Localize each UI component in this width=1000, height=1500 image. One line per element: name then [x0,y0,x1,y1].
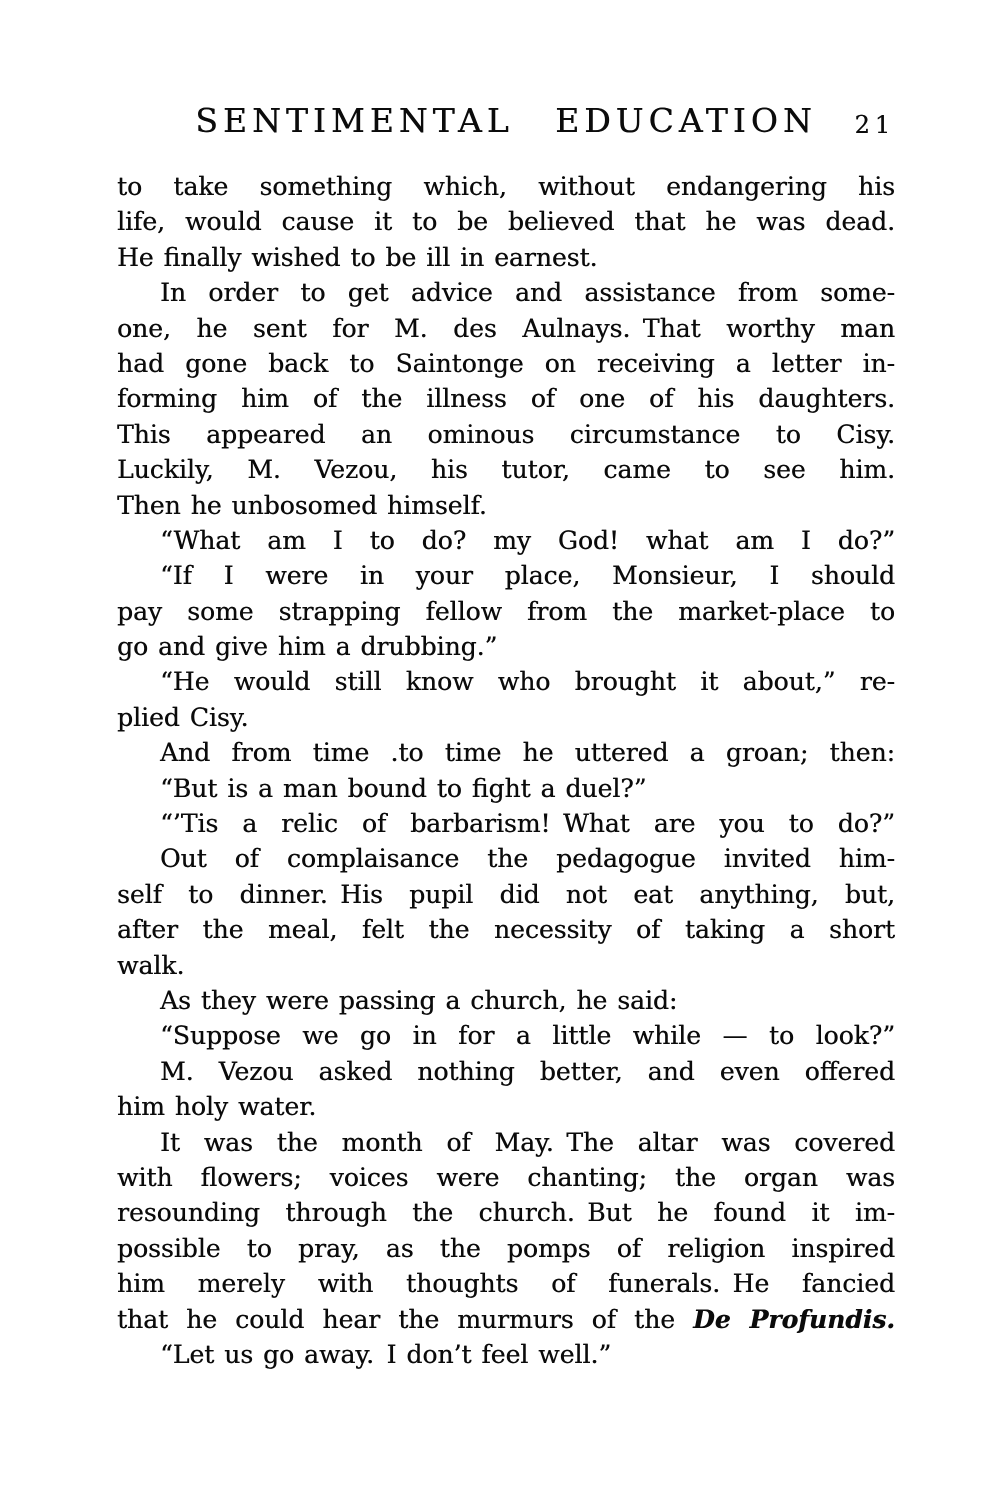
text-line [117,311,895,346]
text-segment: walk. [117,950,185,980]
text-segment: after the meal, felt the necessity of taking a short [117,915,895,945]
text-segment: “Suppose we go in for a little while — to look?” [160,1021,895,1051]
text-segment: to take something which, without endangering his [117,172,895,201]
text-segment: him merely with thoughts of funerals. He fancied [117,1269,895,1299]
text-line [117,912,895,947]
text-line [117,488,895,523]
text-line [117,1054,895,1089]
text-segment: And from time .to time he uttered a groan; then: [160,738,895,768]
text-segment: forming him of the illness of one of his daughters. [117,384,895,414]
text-segment: Out of complaisance the pedagogue invited him- [160,844,895,874]
page-number: 21 [854,111,895,139]
text-segment: that he could hear the murmurs of the [117,1304,694,1334]
text-segment: possible to pray, as the pomps of religion inspired [117,1233,895,1263]
text-segment: one, he sent for M. des Aulnays. That worthy man [117,313,895,343]
text-segment: “But is a man bound to fight a duel?” [160,773,647,803]
text-segment: He finally wished to be ill in earnest. [117,242,598,272]
text-segment: had gone back to Saintonge on receiving a letter in- [117,348,895,378]
text-segment: M. Vezou asked nothing better, and even offered [160,1056,895,1086]
text-segment: go and give him a drubbing.” [117,632,498,662]
text-segment: with flowers; voices were chanting; the organ was [117,1162,895,1192]
text-line [117,381,895,416]
text-segment: plied Cisy. [117,702,249,732]
text-segment: self to dinner. His pupil did not eat anything, but, [117,879,895,909]
text-line [117,948,895,983]
text-line [117,1302,895,1337]
text-line [117,275,895,310]
text-line [117,1018,895,1053]
text-segment: “’Tis a relic of barbarism! What are you to do?” [160,809,895,839]
italic-phrase: De Profundis. [693,1304,896,1334]
text-line [117,1231,895,1266]
text-line [117,700,895,735]
text-line [117,240,895,275]
text-segment: Then he unbosomed himself. [117,490,487,520]
text-segment: As they were passing a church, he said: [160,985,678,1015]
text-line [117,806,895,841]
text-line [117,523,895,558]
text-segment: pay some strapping fellow from the market-place to [117,596,895,626]
text-line [117,558,895,593]
page-header [117,100,895,142]
text-line [117,204,895,239]
text-line [117,771,895,806]
text-segment: “If I were in your place, Monsieur, I should [160,561,895,591]
text-segment: In order to get advice and assistance from some- [160,278,895,308]
text-segment: “He would still know who brought it about,” re- [160,667,895,697]
text-line [117,629,895,664]
text-line [117,1160,895,1195]
text-segment: him holy water. [117,1092,317,1122]
text-line [117,594,895,629]
text-line [117,346,895,381]
text-line [117,877,895,912]
text-line [117,1195,895,1230]
text-line [117,452,895,487]
page-title: SENTIMENTAL EDUCATION [195,101,817,140]
text-line [117,983,895,1018]
text-line [117,169,895,204]
text-line [117,1089,895,1124]
text-line [117,735,895,770]
page-text [117,169,895,1372]
text-line [117,1125,895,1160]
text-segment: life, would cause it to be believed that he was dead. [117,207,895,237]
text-line [117,1266,895,1301]
text-line [117,1337,895,1372]
text-segment: resounding through the church. But he found it im- [117,1198,895,1228]
text-line [117,841,895,876]
text-line [117,417,895,452]
text-line [117,664,895,699]
text-segment: It was the month of May. The altar was covered [160,1127,895,1157]
text-segment: Luckily, M. Vezou, his tutor, came to see him. [117,455,895,485]
text-segment: “What am I to do? my God! what am I do?” [160,525,895,555]
text-segment: “Let us go away. I don’t feel well.” [160,1339,612,1369]
text-segment: This appeared an ominous circumstance to Cisy. [117,419,895,449]
